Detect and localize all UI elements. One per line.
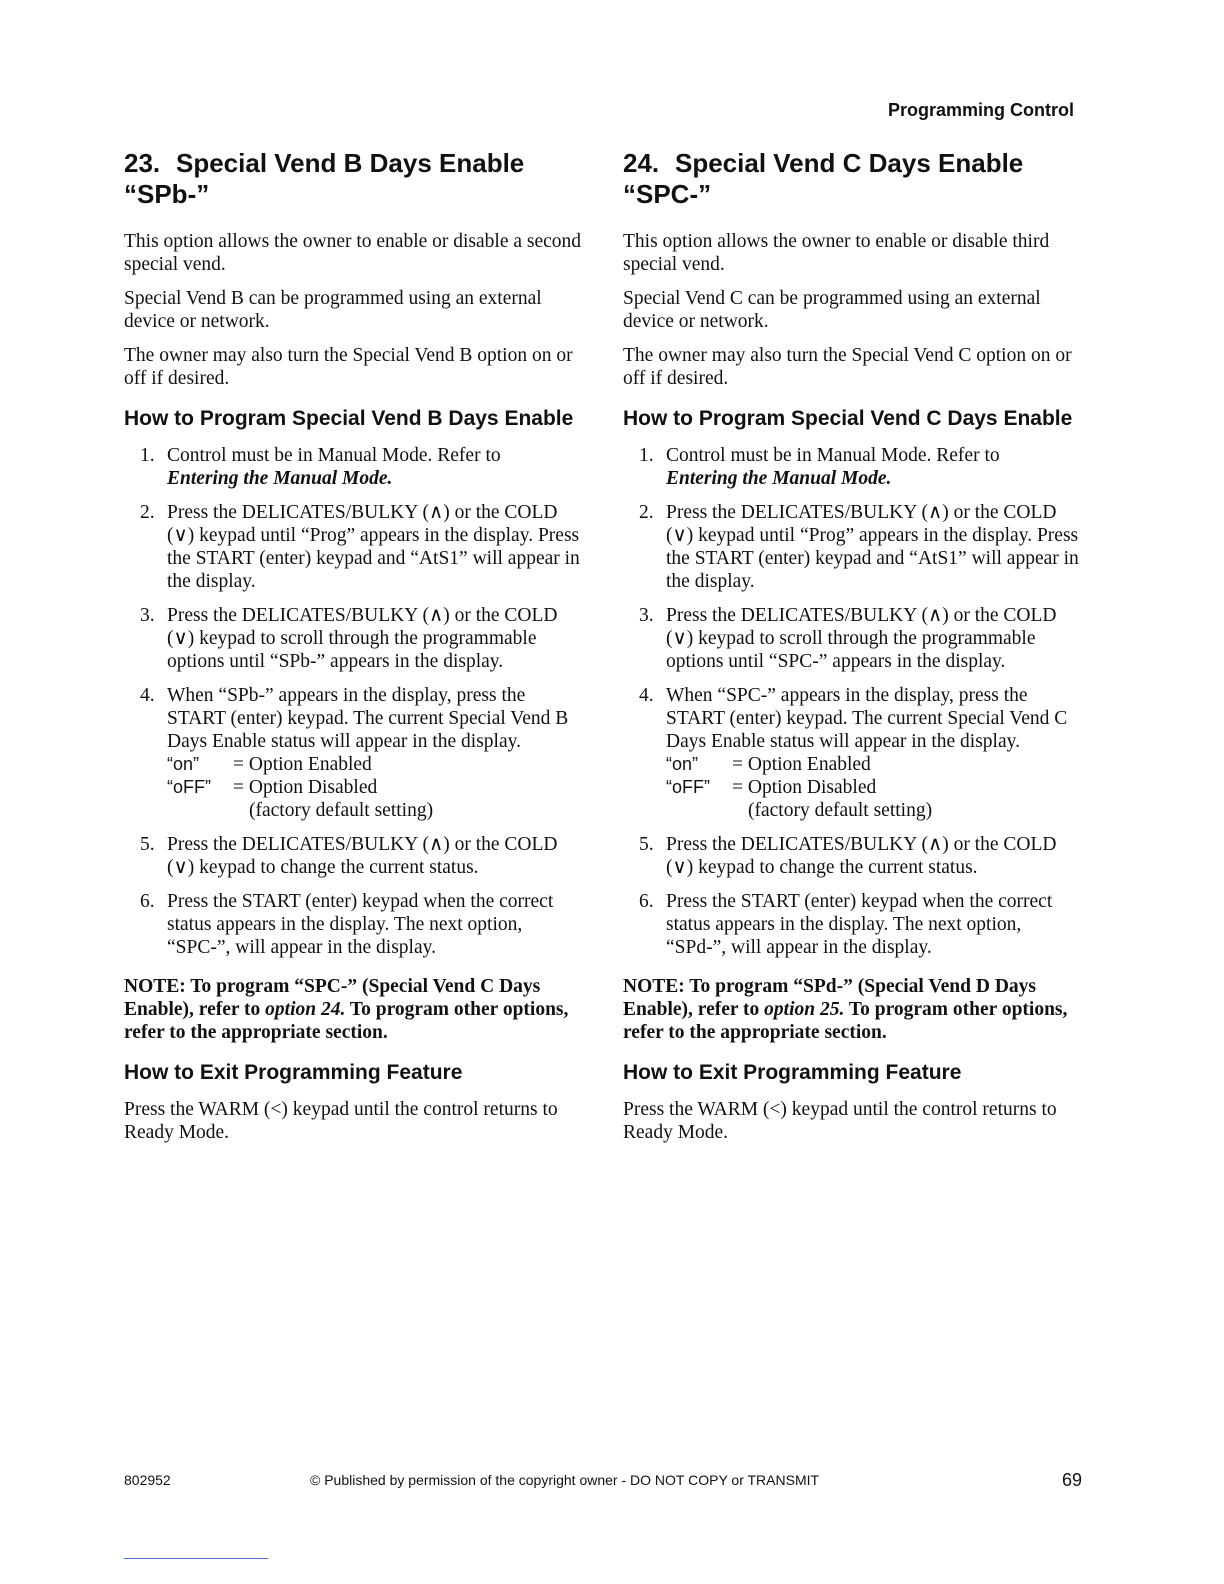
howto-heading: How to Program Special Vend B Days Enable [124, 407, 574, 430]
step-number: 6. [639, 891, 654, 912]
section-number: 24. [623, 148, 660, 178]
step-text: Control must be in Manual Mode. Refer to [167, 445, 501, 466]
section-24-heading [623, 148, 1083, 210]
exit-paragraph: Press the WARM (<) keypad until the control returns to Ready Mode. [623, 1099, 1057, 1143]
status-off-row [167, 776, 584, 822]
footer-rule [124, 1558, 268, 1559]
factory-default-note: (factory default setting) [249, 800, 434, 821]
option-reference: option 25. [764, 999, 845, 1020]
intro-paragraph: This option allows the owner to enable or disable a second special vend. [124, 231, 582, 275]
step-item [623, 501, 1083, 593]
step-text: Press the DELICATES/BULKY (∧) or the COLD (∨) keypad to change the current status. [167, 834, 558, 878]
step-item [124, 604, 584, 673]
section-code: “SPb-” [124, 179, 210, 209]
exit-paragraph: Press the WARM (<) keypad until the control returns to Ready Mode. [124, 1099, 558, 1143]
step-item [124, 684, 584, 822]
option-reference: option 24. [265, 999, 346, 1020]
step-item [124, 833, 584, 879]
steps-list [623, 444, 1083, 959]
step-item [623, 444, 1083, 490]
note-text: NOTE: To program “SPC-” (Special Vend C Days Enable), refer to [124, 976, 541, 1020]
intro-paragraph: The owner may also turn the Special Vend B option on or off if desired. [124, 345, 573, 389]
step-number: 3. [140, 605, 155, 626]
page-number: 69 [1062, 1470, 1083, 1490]
step-number: 1. [140, 445, 155, 466]
section-23-column [124, 148, 584, 1155]
step-text: Control must be in Manual Mode. Refer to [666, 445, 1000, 466]
step-item [623, 604, 1083, 673]
intro-paragraph: Special Vend B can be programmed using an external device or network. [124, 288, 542, 332]
page-header-title: Programming Control [887, 100, 1074, 120]
section-number: 23. [124, 148, 161, 178]
status-on-label: = Option Enabled [732, 754, 871, 775]
status-on-row [666, 753, 1083, 776]
status-on-code: “on” [167, 754, 200, 774]
document-number: 802952 [124, 1472, 171, 1488]
step-text: Press the DELICATES/BULKY (∧) or the COLD (∨) keypad to scroll through the programmable options until “SPb-” appears in the display. [167, 605, 558, 672]
status-on-code: “on” [666, 754, 699, 774]
step-item [623, 833, 1083, 879]
howto-heading: How to Program Special Vend C Days Enable [623, 407, 1073, 430]
step-item [623, 684, 1083, 822]
status-off-label: = Option Disabled [732, 777, 877, 798]
step-number: 1. [639, 445, 654, 466]
manual-mode-reference: Entering the Manual Mode. [666, 468, 892, 489]
step-number: 4. [639, 685, 654, 706]
note-text: To program other options, refer to the appropriate section. [124, 999, 569, 1043]
step-text: Press the START (enter) keypad when the correct status appears in the display. The next option, “SPd-”, will appear in the display. [666, 891, 1053, 958]
exit-heading: How to Exit Programming Feature [124, 1061, 463, 1084]
step-text: When “SPb-” appears in the display, press the START (enter) keypad. The current Special Vend B Days Enable status will appear in the display. [167, 685, 569, 752]
note-text: To program other options, refer to the appropriate section. [623, 999, 1068, 1043]
section-title: Special Vend B Days Enable [176, 148, 525, 178]
step-number: 4. [140, 685, 155, 706]
status-on-label: = Option Enabled [233, 754, 372, 775]
step-item [124, 501, 584, 593]
step-text: Press the DELICATES/BULKY (∧) or the COLD (∨) keypad to change the current status. [666, 834, 1057, 878]
step-item [124, 444, 584, 490]
intro-paragraph: The owner may also turn the Special Vend C option on or off if desired. [623, 345, 1072, 389]
step-number: 2. [140, 502, 155, 523]
status-off-row [666, 776, 1083, 822]
step-number: 2. [639, 502, 654, 523]
section-24-column [623, 148, 1083, 1155]
note-paragraph [623, 975, 1083, 1044]
status-off-code: “oFF” [666, 777, 710, 797]
note-paragraph [124, 975, 584, 1044]
section-code: “SPC-” [623, 179, 712, 209]
step-text: Press the DELICATES/BULKY (∧) or the COLD (∨) keypad to scroll through the programmable options until “SPC-” appears in the display. [666, 605, 1057, 672]
intro-paragraph: Special Vend C can be programmed using an external device or network. [623, 288, 1041, 332]
steps-list [124, 444, 584, 959]
status-off-code: “oFF” [167, 777, 211, 797]
manual-mode-reference: Entering the Manual Mode. [167, 468, 393, 489]
section-23-heading [124, 148, 584, 210]
step-item [623, 890, 1083, 959]
step-text: Press the DELICATES/BULKY (∧) or the COLD (∨) keypad until “Prog” appears in the display. Press the START (enter) keypad and “AtS1” will appear in the display. [167, 502, 580, 592]
copyright-notice: © Published by permission of the copyright owner - DO NOT COPY or TRANSMIT [310, 1472, 820, 1488]
step-number: 6. [140, 891, 155, 912]
step-item [124, 890, 584, 959]
step-text: Press the DELICATES/BULKY (∧) or the COLD (∨) keypad until “Prog” appears in the display. Press the START (enter) keypad and “AtS1” will appear in the display. [666, 502, 1079, 592]
intro-paragraph: This option allows the owner to enable or disable third special vend. [623, 231, 1050, 275]
exit-heading: How to Exit Programming Feature [623, 1061, 962, 1084]
factory-default-note: (factory default setting) [748, 800, 933, 821]
step-text: When “SPC-” appears in the display, press the START (enter) keypad. The current Special Vend C Days Enable status will appear in the display. [666, 685, 1068, 752]
step-number: 5. [639, 834, 654, 855]
note-text: NOTE: To program “SPd-” (Special Vend D Days Enable), refer to [623, 976, 1037, 1020]
step-text: Press the START (enter) keypad when the correct status appears in the display. The next option, “SPC-”, will appear in the display. [167, 891, 554, 958]
status-on-row [167, 753, 584, 776]
step-number: 5. [140, 834, 155, 855]
status-off-label: = Option Disabled [233, 777, 378, 798]
section-title: Special Vend C Days Enable [675, 148, 1024, 178]
step-number: 3. [639, 605, 654, 626]
